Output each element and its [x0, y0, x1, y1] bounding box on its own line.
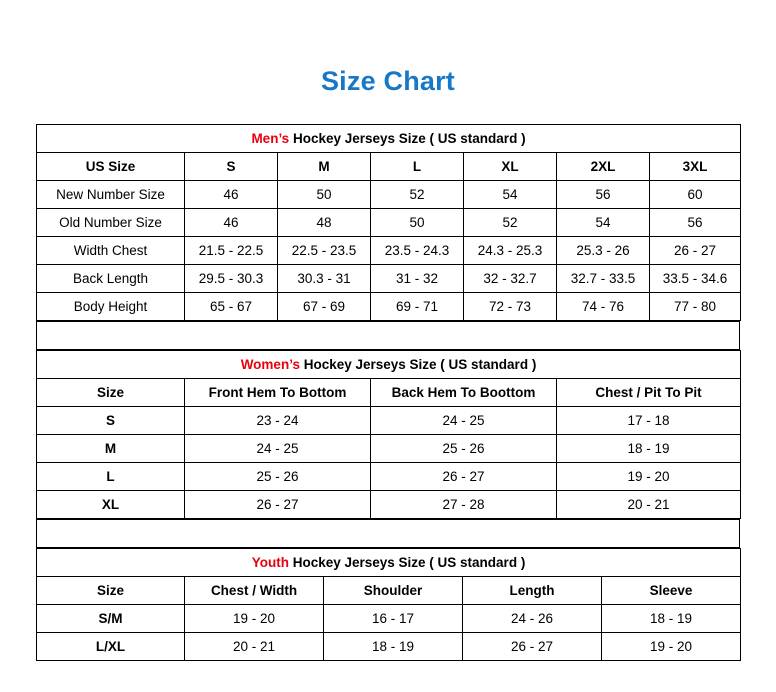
- table-row: [37, 463, 741, 491]
- mens-row-0-cell-1: 50: [278, 181, 371, 209]
- womens-col-3: Chest / Pit To Pit: [557, 379, 741, 407]
- mens-row-3-cell-0: 29.5 - 30.3: [185, 265, 278, 293]
- youth-col-2: Shoulder: [324, 577, 463, 605]
- table-header-row: [37, 379, 741, 407]
- mens-row-1-cell-5: 56: [650, 209, 741, 237]
- youth-row-1-cell-1: 18 - 19: [324, 633, 463, 661]
- size-chart-tables: [36, 124, 740, 661]
- youth-section-heading-accent: Youth: [251, 555, 289, 570]
- mens-col-5: 2XL: [557, 153, 650, 181]
- mens-row-0-cell-5: 60: [650, 181, 741, 209]
- youth-col-1: Chest / Width: [185, 577, 324, 605]
- womens-row-3-cell-1: 27 - 28: [371, 491, 557, 519]
- mens-section-heading: [37, 125, 741, 153]
- womens-row-2-label: L: [37, 463, 185, 491]
- table-row: [37, 435, 741, 463]
- mens-col-4: XL: [464, 153, 557, 181]
- womens-row-1-cell-0: 24 - 25: [185, 435, 371, 463]
- table-section-header-row: [37, 351, 741, 379]
- womens-col-1: Front Hem To Bottom: [185, 379, 371, 407]
- mens-col-0: US Size: [37, 153, 185, 181]
- mens-row-4-cell-5: 77 - 80: [650, 293, 741, 321]
- youth-row-0-cell-0: 19 - 20: [185, 605, 324, 633]
- table-spacer-2: [36, 519, 740, 548]
- mens-row-2-label: Width Chest: [37, 237, 185, 265]
- womens-section-heading-rest: Hockey Jerseys Size ( US standard ): [299, 357, 537, 372]
- mens-row-1-cell-4: 54: [557, 209, 650, 237]
- mens-row-2-cell-1: 22.5 - 23.5: [278, 237, 371, 265]
- mens-row-4-cell-4: 74 - 76: [557, 293, 650, 321]
- table-row: [37, 605, 741, 633]
- table-row: [37, 407, 741, 435]
- mens-row-3-cell-3: 32 - 32.7: [464, 265, 557, 293]
- mens-row-3-cell-4: 32.7 - 33.5: [557, 265, 650, 293]
- mens-row-4-cell-3: 72 - 73: [464, 293, 557, 321]
- womens-row-0-cell-0: 23 - 24: [185, 407, 371, 435]
- table-row: [37, 491, 741, 519]
- mens-row-1-cell-0: 46: [185, 209, 278, 237]
- mens-row-4-label: Body Height: [37, 293, 185, 321]
- table-row: [37, 293, 741, 321]
- womens-row-0-cell-1: 24 - 25: [371, 407, 557, 435]
- womens-row-2-cell-1: 26 - 27: [371, 463, 557, 491]
- mens-row-2-cell-3: 24.3 - 25.3: [464, 237, 557, 265]
- youth-row-0-cell-2: 24 - 26: [463, 605, 602, 633]
- mens-row-2-cell-0: 21.5 - 22.5: [185, 237, 278, 265]
- youth-section-heading-rest: Hockey Jerseys Size ( US standard ): [288, 555, 526, 570]
- youth-row-1-cell-3: 19 - 20: [602, 633, 741, 661]
- table-header-row: [37, 153, 741, 181]
- womens-row-3-cell-2: 20 - 21: [557, 491, 741, 519]
- mens-row-3-cell-5: 33.5 - 34.6: [650, 265, 741, 293]
- womens-row-1-label: M: [37, 435, 185, 463]
- youth-row-1-cell-2: 26 - 27: [463, 633, 602, 661]
- womens-row-3-cell-0: 26 - 27: [185, 491, 371, 519]
- youth-row-0-label: S/M: [37, 605, 185, 633]
- mens-row-3-label: Back Length: [37, 265, 185, 293]
- mens-col-1: S: [185, 153, 278, 181]
- mens-col-6: 3XL: [650, 153, 741, 181]
- mens-row-4-cell-2: 69 - 71: [371, 293, 464, 321]
- mens-row-1-label: Old Number Size: [37, 209, 185, 237]
- mens-row-1-cell-1: 48: [278, 209, 371, 237]
- womens-col-2: Back Hem To Boottom: [371, 379, 557, 407]
- table-row: [37, 237, 741, 265]
- table-spacer-1: [36, 321, 740, 350]
- womens-section-heading: [37, 351, 741, 379]
- womens-row-0-label: S: [37, 407, 185, 435]
- womens-col-0: Size: [37, 379, 185, 407]
- youth-col-3: Length: [463, 577, 602, 605]
- page-title: Size Chart: [320, 66, 456, 96]
- youth-row-1-label: L/XL: [37, 633, 185, 661]
- mens-row-1-cell-2: 50: [371, 209, 464, 237]
- mens-row-2-cell-4: 25.3 - 26: [557, 237, 650, 265]
- mens-row-0-cell-4: 56: [557, 181, 650, 209]
- womens-row-2-cell-0: 25 - 26: [185, 463, 371, 491]
- table-section-header-row: [37, 549, 741, 577]
- womens-row-1-cell-2: 18 - 19: [557, 435, 741, 463]
- youth-row-0-cell-1: 16 - 17: [324, 605, 463, 633]
- womens-row-0-cell-2: 17 - 18: [557, 407, 741, 435]
- table-section-header-row: [37, 125, 741, 153]
- mens-row-0-cell-2: 52: [371, 181, 464, 209]
- mens-section-heading-accent: Men’s: [251, 131, 290, 146]
- mens-row-4-cell-1: 67 - 69: [278, 293, 371, 321]
- mens-row-3-cell-1: 30.3 - 31: [278, 265, 371, 293]
- table-row: [37, 265, 741, 293]
- mens-row-3-cell-2: 31 - 32: [371, 265, 464, 293]
- womens-row-1-cell-1: 25 - 26: [371, 435, 557, 463]
- mens-row-1-cell-3: 52: [464, 209, 557, 237]
- mens-col-3: L: [371, 153, 464, 181]
- table-row: [37, 181, 741, 209]
- mens-row-0-cell-3: 54: [464, 181, 557, 209]
- youth-size-table: [36, 548, 741, 661]
- youth-col-4: Sleeve: [602, 577, 741, 605]
- mens-size-table: [36, 124, 741, 321]
- womens-section-heading-accent: Women’s: [240, 357, 300, 372]
- mens-row-0-label: New Number Size: [37, 181, 185, 209]
- table-row: [37, 633, 741, 661]
- mens-section-heading-rest: Hockey Jerseys Size ( US standard ): [289, 131, 526, 146]
- youth-row-0-cell-3: 18 - 19: [602, 605, 741, 633]
- table-header-row: [37, 577, 741, 605]
- mens-row-2-cell-5: 26 - 27: [650, 237, 741, 265]
- mens-row-0-cell-0: 46: [185, 181, 278, 209]
- mens-col-2: M: [278, 153, 371, 181]
- mens-row-4-cell-0: 65 - 67: [185, 293, 278, 321]
- youth-col-0: Size: [37, 577, 185, 605]
- table-row: [37, 209, 741, 237]
- womens-row-2-cell-2: 19 - 20: [557, 463, 741, 491]
- youth-section-heading: [37, 549, 741, 577]
- womens-row-3-label: XL: [37, 491, 185, 519]
- mens-row-2-cell-2: 23.5 - 24.3: [371, 237, 464, 265]
- womens-size-table: [36, 350, 741, 519]
- youth-row-1-cell-0: 20 - 21: [185, 633, 324, 661]
